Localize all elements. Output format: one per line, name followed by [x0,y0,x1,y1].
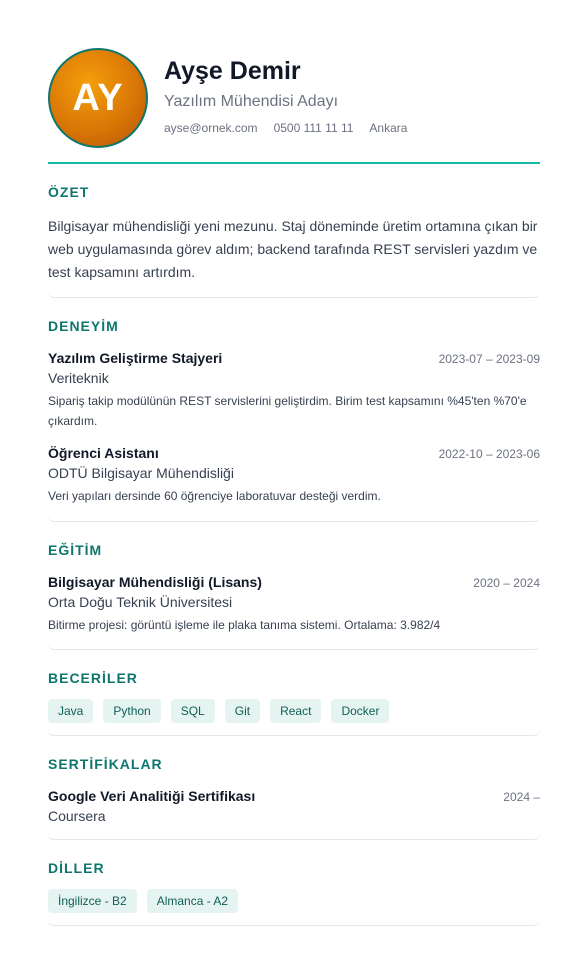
education-degree: Bilgisayar Mühendisliği (Lisans) [48,574,262,590]
certificate-issuer: Coursera [48,808,106,824]
avatar-initials: AY [72,76,124,119]
experience-desc: Sipariş takip modülünün REST servislerini geliştirdim. Birim test kapsamını %45'ten %70'e çıkardım. [48,394,527,428]
skill-chip: Java [48,699,93,723]
experience-date: 2023-07 – 2023-09 [438,352,540,366]
job-title: Yazılım Mühendisi Adayı [164,93,339,110]
education-desc: Bitirme projesi: görüntü işleme ile plaka tanıma sistemi. Ortalama: 3.982/4 [48,618,441,632]
education-entry [48,573,540,635]
summary-text: Bilgisayar mühendisliği yeni mezunu. Staj döneminde üretim ortamına çıkan bir web uygulamasında görev aldım; backend tarafında REST servisleri yazdım ve test kapsamını artırdım. [48,218,538,280]
experience-date: 2022-10 – 2023-06 [438,447,540,461]
languages-section [48,840,540,926]
education-school: Orta Doğu Teknik Üniversitesi [48,594,233,610]
education-section [48,522,540,650]
skill-chip: Python [103,699,160,723]
experience-entry [48,349,540,431]
experience-desc: Veri yapıları dersinde 60 öğrenciye laboratuvar desteği verdim. [48,489,381,503]
experience-heading: DENEYİM [48,318,119,334]
certificates-section [48,736,540,840]
skills-section [48,650,540,736]
certificate-name: Google Veri Analitiği Sertifikası [48,788,256,804]
certificate-entry [48,787,540,826]
experience-role: Öğrenci Asistanı [48,445,159,461]
skill-chip: Docker [331,699,389,723]
skill-chip: React [270,699,321,723]
skills-list [48,699,540,723]
summary-section [48,164,540,298]
resume-page [48,48,540,926]
contact-email[interactable]: ayse@ornek.com [164,121,258,135]
education-date: 2020 – 2024 [473,576,540,590]
experience-org: ODTÜ Bilgisayar Mühendisliği [48,465,234,481]
contact-info [164,121,407,135]
contact-phone[interactable]: 0500 111 11 11 [273,121,354,135]
experience-entry [48,444,540,506]
avatar [48,48,148,148]
language-chip: Almanca - A2 [147,889,238,913]
certificates-heading: SERTİFİKALAR [48,756,163,772]
experience-role: Yazılım Geliştirme Stajyeri [48,350,223,366]
resume-header [48,48,540,164]
education-heading: EĞİTİM [48,542,103,558]
skill-chip: Git [225,699,260,723]
person-name: Ayşe Demir [164,57,301,85]
experience-section [48,298,540,522]
language-chip: İngilizce - B2 [48,889,137,913]
skill-chip: SQL [171,699,215,723]
languages-heading: DİLLER [48,860,105,876]
experience-org: Veriteknik [48,370,109,386]
contact-city: Ankara [369,121,408,135]
header-info [164,48,407,135]
summary-heading: ÖZET [48,184,90,200]
languages-list [48,889,540,913]
skills-heading: BECERİLER [48,670,138,686]
certificate-date: 2024 – [503,790,540,804]
